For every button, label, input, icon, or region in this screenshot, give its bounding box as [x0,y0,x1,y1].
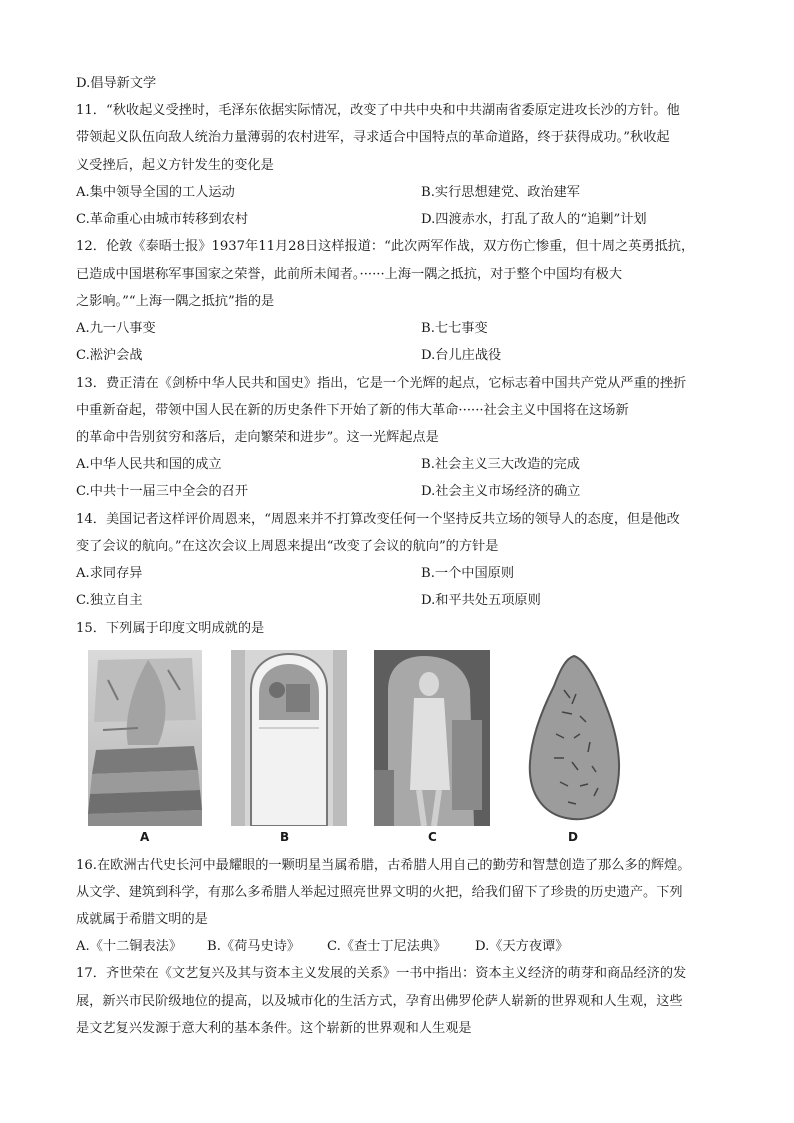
relic-image-c[interactable] [374,650,490,826]
relic-image-a[interactable] [88,650,202,826]
caption-a: A [140,830,150,844]
q14-option-c[interactable]: C.独立自主 [76,593,143,608]
relic-image-d[interactable] [514,650,634,826]
q17-stem-line-3: 是文艺复兴发源于意大利的基本条件。这个崭新的世界观和人生观是 [76,1021,472,1036]
q11-stem-line-3: 义受挫后，起义方针发生的变化是 [76,158,274,173]
q11-option-d[interactable]: D.四渡赤水，打乱了敌人的“追剿”计划 [421,212,647,227]
q13-stem-line-1: 13．费正清在《剑桥中华人民共和国史》指出，它是一个光辉的起点，它标志着中国共产党从严重的挫折 [76,376,687,391]
q14-option-a[interactable]: A.求同存异 [76,566,143,581]
q14-stem-line-2: 变了会议的航向。”在这次会议上周恩来提出“改变了会议的航向”的方针是 [76,539,499,554]
caption-c: C [428,830,437,844]
q11-option-c[interactable]: C.革命重心由城市转移到农村 [76,212,249,227]
q12-option-c[interactable]: C.淞沪会战 [76,348,143,363]
q13-stem-line-3: 的革命中告别贫穷和落后，走向繁荣和进步”。这一光辉起点是 [76,430,439,445]
q12-option-a[interactable]: A.九一八事变 [76,321,156,336]
q13-stem-line-2: 中重新奋起，带领中国人民在新的历史条件下开始了新的伟大革命······社会主义中国将在这场新 [76,403,629,418]
q11-option-a[interactable]: A.集中领导全国的工人运动 [76,185,235,200]
caption-d: D [568,830,578,844]
q13-option-b[interactable]: B.社会主义三大改造的完成 [421,457,580,472]
q13-option-c[interactable]: C.中共十一届三中全会的召开 [76,484,249,499]
q12-stem-line-2: 已造成中国堪称军事国家之荣誉，此前所未闻者。······上海一隅之抵抗，对于整个中国均有极大 [76,267,623,282]
q16-stem-line-3: 成就属于希腊文明的是 [76,912,208,927]
q16-option-c[interactable]: C.《查士丁尼法典》 [327,939,447,954]
q16-option-d[interactable]: D.《天方夜谭》 [475,939,569,954]
prev-option-d: D.倡导新文学 [76,76,157,91]
q14-option-d[interactable]: D.和平共处五项原则 [421,593,541,608]
q12-stem-line-1: 12．伦敦《泰晤士报》1937年11月28日这样报道：“此次两军作战，双方伤亡惨重，但十周之英勇抵抗， [76,239,695,254]
q12-option-b[interactable]: B.七七事变 [421,321,488,336]
q11-option-b[interactable]: B.实行思想建党、政治建军 [421,185,580,200]
q11-stem-line-1: 11．“秋收起义受挫时，毛泽东依据实际情况，改变了中共中央和中共湖南省委原定进攻长沙的方针。他 [76,103,680,118]
q13-option-a[interactable]: A.中华人民共和国的成立 [76,457,222,472]
q17-stem-line-2: 展，新兴市民阶级地位的提高，以及城市化的生活方式，孕育出佛罗伦萨人崭新的世界观和人生观，这些 [76,994,683,1009]
q15-stem: 15．下列属于印度文明成就的是 [76,621,265,636]
q14-option-b[interactable]: B.一个中国原则 [421,566,515,581]
q13-option-d[interactable]: D.社会主义市场经济的确立 [421,484,581,499]
q16-option-a[interactable]: A.《十二铜表法》 [76,939,183,954]
q16-option-b[interactable]: B.《荷马史诗》 [207,939,301,954]
relic-image-b[interactable] [231,650,347,826]
q16-stem-line-2: 从文学、建筑到科学，有那么多希腊人举起过照亮世界文明的火把，给我们留下了珍贵的历史遗产。下列 [76,885,683,900]
q11-stem-line-2: 带领起义队伍向敌人统治力量薄弱的农村进军，寻求适合中国特点的革命道路，终于获得成功。”秋收起 [76,130,670,145]
q14-stem-line-1: 14．美国记者这样评价周恩来，“周恩来并不打算改变任何一个坚持反共立场的领导人的态度，但是他改 [76,512,680,527]
q12-option-d[interactable]: D.台儿庄战役 [421,348,502,363]
caption-b: B [280,830,290,844]
q17-stem-line-1: 17．齐世荣在《文艺复兴及其与资本主义发展的关系》一书中指出：资本主义经济的萌芽和商品经济的发 [76,966,687,981]
q16-stem-line-1: 16.在欧洲古代史长河中最耀眼的一颗明星当属希腊，古希腊人用自己的勤劳和智慧创造了那么多的辉煌。 [76,858,691,873]
q12-stem-line-3: 之影响。”“上海一隅之抵抗”指的是 [76,294,275,309]
